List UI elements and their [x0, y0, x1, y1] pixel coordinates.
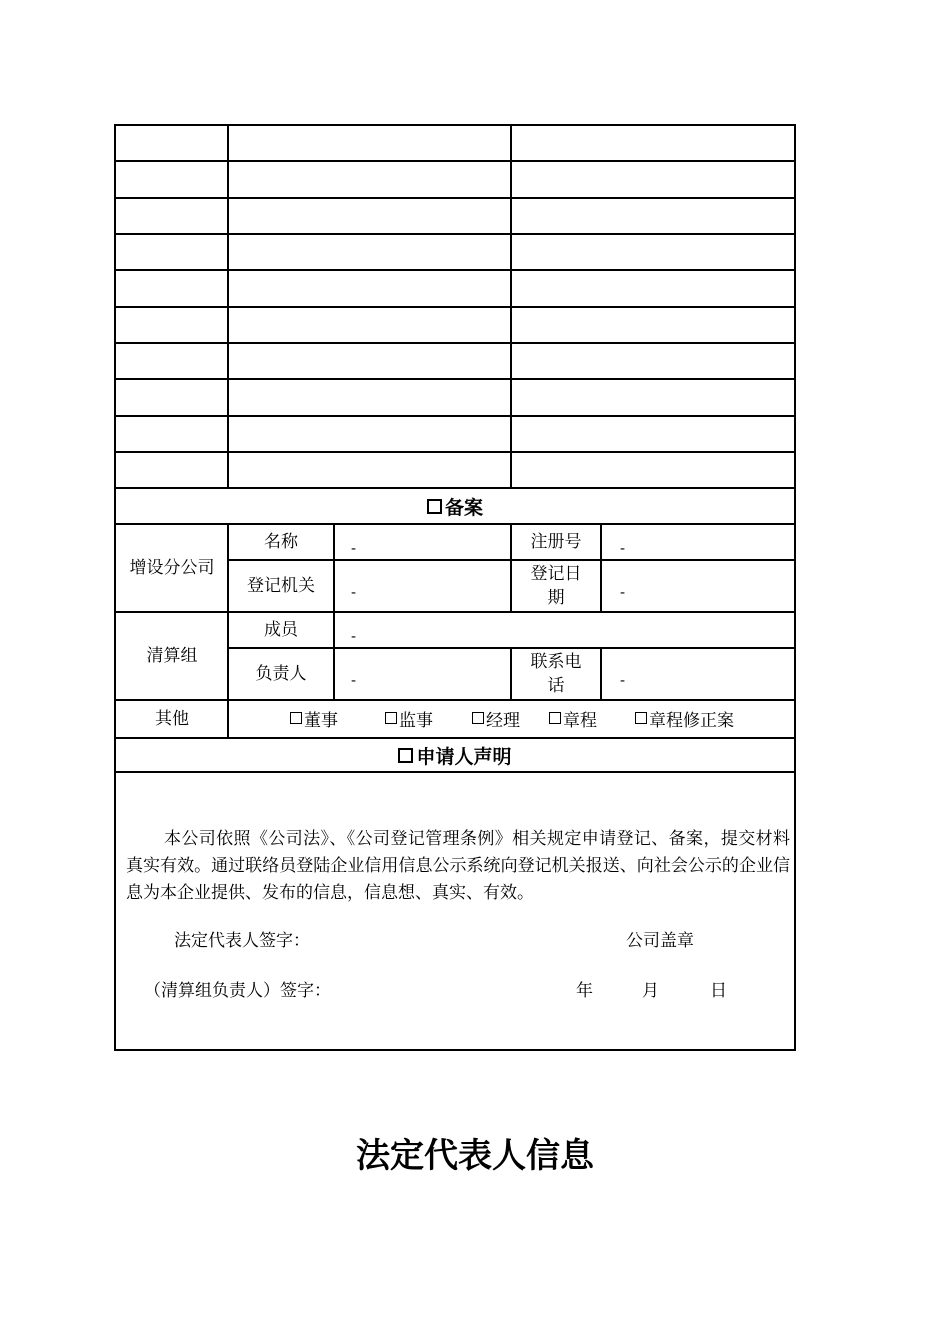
column-divider [227, 126, 229, 489]
other-label: 其他 [155, 709, 189, 729]
row-divider [116, 233, 794, 235]
authority-label: 登记机关 [247, 576, 315, 596]
column-divider [600, 649, 602, 699]
row-divider [116, 342, 794, 344]
phone-label: 联系电话 [530, 652, 582, 696]
branch-name-label: 名称 [264, 532, 298, 552]
row-divider [116, 451, 794, 453]
director-checkbox[interactable] [290, 712, 302, 724]
option-supervisor[interactable]: 监事 [385, 701, 433, 735]
reg-no-value[interactable]: - [620, 539, 626, 557]
reg-date-value[interactable]: - [620, 583, 626, 601]
row-divider [116, 306, 794, 308]
filing-section-title: 备案 [444, 496, 483, 519]
column-divider [510, 126, 512, 489]
declaration-text: 本公司依照《公司法》、《公司登记管理条例》相关规定申请登记、备案，提交材料真实有效。通过联络员登陆企业信用信息公示系统向登记机关报送、向社会公示的企业信息为本企业提供、发布的信息，信息想、真实、有效。 [126, 829, 790, 903]
phone-value[interactable]: - [620, 671, 626, 689]
manager-checkbox[interactable] [472, 712, 484, 724]
legal-representative-info-title: 法定代表人信息 [356, 1136, 594, 1176]
column-divider [600, 525, 602, 611]
members-label: 成员 [264, 620, 298, 640]
branch-name-value[interactable]: - [351, 539, 357, 557]
leader-label: 负责人 [255, 664, 307, 684]
leader-value[interactable]: - [351, 671, 357, 689]
row-divider [116, 378, 794, 380]
column-divider [227, 701, 229, 737]
reg-date-label: 登记日期 [530, 564, 582, 608]
branch-label: 增设分公司 [129, 558, 215, 578]
row-divider [116, 197, 794, 199]
declaration-section-title: 申请人声明 [416, 745, 512, 768]
reg-no-label: 注册号 [530, 532, 582, 552]
option-director[interactable]: 董事 [290, 701, 338, 735]
row-divider [116, 771, 794, 773]
option-articles[interactable]: 章程 [549, 701, 597, 735]
company-seal-label: 公司盖章 [626, 931, 694, 951]
declaration-section-header [116, 739, 794, 771]
articles-checkbox[interactable] [549, 712, 561, 724]
liquidation-label: 清算组 [146, 646, 198, 666]
filing-section-header [116, 489, 794, 523]
supervisor-checkbox[interactable] [385, 712, 397, 724]
column-divider [510, 649, 512, 699]
row-divider [116, 415, 794, 417]
row-divider [116, 160, 794, 162]
option-articles-amendment[interactable]: 章程修正案 [635, 701, 734, 735]
members-value[interactable]: - [351, 627, 357, 645]
articles-amendment-checkbox[interactable] [635, 712, 647, 724]
date-day-label: 日 [710, 981, 727, 1001]
declaration-checkbox[interactable] [398, 748, 413, 763]
authority-value[interactable]: - [351, 583, 357, 601]
date-month-label: 月 [642, 981, 659, 1001]
date-year-label: 年 [576, 981, 593, 1001]
liquidation-signature-label: （清算组负责人）签字： [144, 981, 331, 1001]
legal-rep-signature-label: 法定代表人签字： [174, 931, 310, 951]
registration-form-table [114, 124, 796, 1051]
filing-checkbox[interactable] [427, 499, 442, 514]
option-manager[interactable]: 经理 [472, 701, 520, 735]
row-divider [116, 269, 794, 271]
